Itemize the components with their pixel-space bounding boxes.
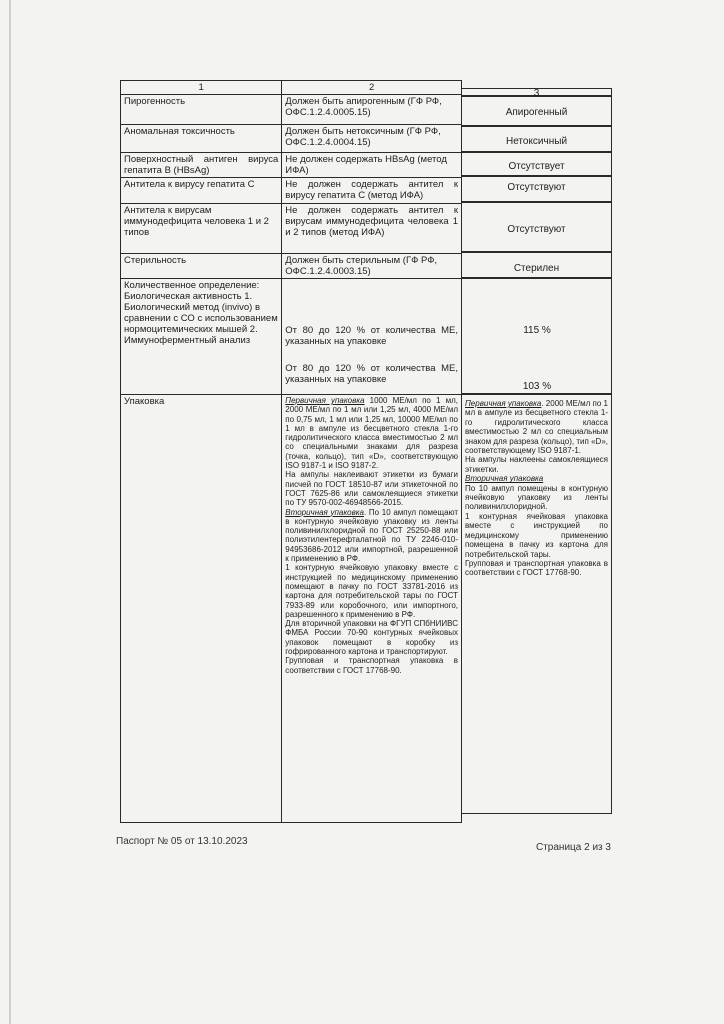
req-secondary-text: . По 10 ампул помещают в контурную ячейковую упаковку из ленты поливинилхлоридной по ГОСТ 25250-88 или полиэтилентерефталатной по ТУ 2246-010-94953686-2012 или импортной, разрешенной к применению в РФ.	[285, 507, 459, 564]
req-label-text: На ампулы наклеивают этикетки из бумаги писчей по ГОСТ 18510-87 или этикеточной по ГОСТ 7625-86 или самоклеящиеся этикетки по ТУ 9570-002-46948566-2015.	[285, 470, 458, 508]
param-cell: Антитела к вирусам иммунодефицита человека 1 и 2 типов	[121, 204, 282, 254]
specification-table	[120, 80, 462, 823]
req-primary-text: 1000 МЕ/мл по 1 мл, 2000 МЕ/мл по 1 мл или 1,25 мл, 4000 МЕ/мл по 0,75 мл, 1 мл или 1,25 мл, 10000 МЕ/мл по 1 мл в ампуле из бесцветного стекла 1-го гидролитического класса вместимостью 2 мл со специальными знаками для разреза (точка, кольцо), тип «D», соответствующую ISO 9187-1 и ISO 9187-2.	[285, 396, 458, 471]
req-primary-paragraph	[285, 396, 458, 470]
requirement-cell: Не должен содержать HBsAg (метод ИФА)	[282, 153, 462, 178]
requirement-cell: Не должен содержать антител к вирусу гепатита С (метод ИФА)	[282, 178, 462, 204]
req-fgup-text: Для вторичной упаковки на ФГУП СПбНИИВС ФМБА России 70-90 контурных ячейковых упаковок помещают в коробку из гофрированного картона и транспортируют.	[285, 619, 458, 657]
table-row	[121, 95, 462, 125]
req-group-text: Групповая и транспортная упаковка в соответствии с ГОСТ 17768-90.	[285, 656, 458, 675]
req-box-text: 1 контурную ячейковую упаковку вместе с инструкцией по медицинскому применению помещают в пачку по ГОСТ 33781-2016 из картона для потребительской тары по ГОСТ 7933-89 или коробочного, или импортного, разрешенного к применению в РФ.	[285, 563, 458, 619]
param-cell: Количественное определение: Биологическая активность 1. Биологический метод (invivo) в сравнении с СО с использованием нормоцитемических мышей 2. Иммуноферментный анализ	[121, 279, 282, 395]
requirement-cell: Должен быть стерильным (ГФ РФ, ОФС.1.2.4.0003.15)	[282, 254, 462, 279]
header-col2: 2	[282, 81, 462, 95]
requirement-cell: Должен быть апирогенным (ГФ РФ, ОФС.1.2.4.0005.15)	[282, 95, 462, 125]
param-cell: Стерильность	[121, 254, 282, 279]
param-cell: Поверхностный антиген вируса гепатита В (HBsAg)	[121, 153, 282, 178]
table-row	[121, 204, 462, 254]
result-cell: Отсутствует	[462, 152, 612, 176]
table-row	[121, 254, 462, 279]
requirement-ifa: От 80 до 120 % от количества МЕ, указанных на упаковке	[285, 363, 458, 385]
result-cell: Апирогенный	[462, 96, 612, 126]
param-cell: Антитела к вирусу гепатита С	[121, 178, 282, 204]
res-primary-paragraph	[465, 399, 608, 455]
packaging-requirement-cell	[282, 395, 462, 823]
req-primary-title: Первичная упаковка	[285, 396, 365, 405]
result-cell: Отсутствуют	[462, 202, 612, 252]
res-primary-text: . 2000 МЕ/мл по 1 мл в ампуле из бесцветного стекла 1-го гидролитического класса вместимостью 2 мл со специальным знаком для разреза (кольцо), тип «D», соответствующему ISO 9187-1.	[465, 399, 608, 456]
table-row	[121, 125, 462, 153]
packaging-result-cell	[462, 394, 612, 814]
req-secondary-paragraph	[285, 508, 458, 564]
res-secondary-text: По 10 ампул помещены в контурную ячейковую упаковку из ленты поливинилхлоридной.	[465, 483, 608, 512]
result-cell: Стерилен	[462, 252, 612, 278]
param-cell: Пирогенность	[121, 95, 282, 125]
table-row	[121, 279, 462, 395]
table-row	[121, 153, 462, 178]
param-cell: Упаковка	[121, 395, 282, 823]
quant-result-cell	[462, 278, 612, 394]
res-group-text: Групповая и транспортная упаковка в соответствии с ГОСТ 17768-90.	[465, 558, 608, 578]
result-ifa: 103 %	[522, 381, 552, 392]
table-row	[121, 395, 462, 823]
res-primary-title: Первичная упаковка	[465, 399, 542, 408]
passport-footer: Паспорт № 05 от 13.10.2023	[116, 836, 248, 847]
requirement-bio: От 80 до 120 % от количества МЕ, указанных на упаковке	[285, 325, 458, 347]
result-cell: Нетоксичный	[462, 126, 612, 152]
result-bio: 115 %	[523, 325, 551, 336]
page-number: Страница 2 из 3	[536, 842, 611, 853]
res-label-text: На ампулы наклеены самоклеящиеся этикетки.	[465, 455, 608, 474]
res-box-text: 1 контурная ячейковая упаковка вместе с инструкцией по медицинскому применению помещена в пачку из картона для потребительской тары.	[465, 511, 608, 559]
table-header-row	[121, 81, 462, 95]
table-row	[121, 178, 462, 204]
requirement-cell	[282, 279, 462, 395]
result-cell: Отсутствуют	[462, 176, 612, 202]
req-secondary-title: Вторичная упаковка	[285, 507, 364, 517]
header-col3: 3	[462, 88, 612, 96]
page-edge	[9, 0, 11, 1024]
requirement-cell: Должен быть нетоксичным (ГФ РФ, ОФС.1.2.4.0004.15)	[282, 125, 462, 153]
param-cell: Аномальная токсичность	[121, 125, 282, 153]
requirement-cell: Не должен содержать антител к вирусам иммунодефицита человека 1 и 2 типов (метод ИФА)	[282, 204, 462, 254]
res-secondary-title: Вторичная упаковка	[465, 474, 544, 484]
header-col1: 1	[121, 81, 282, 95]
